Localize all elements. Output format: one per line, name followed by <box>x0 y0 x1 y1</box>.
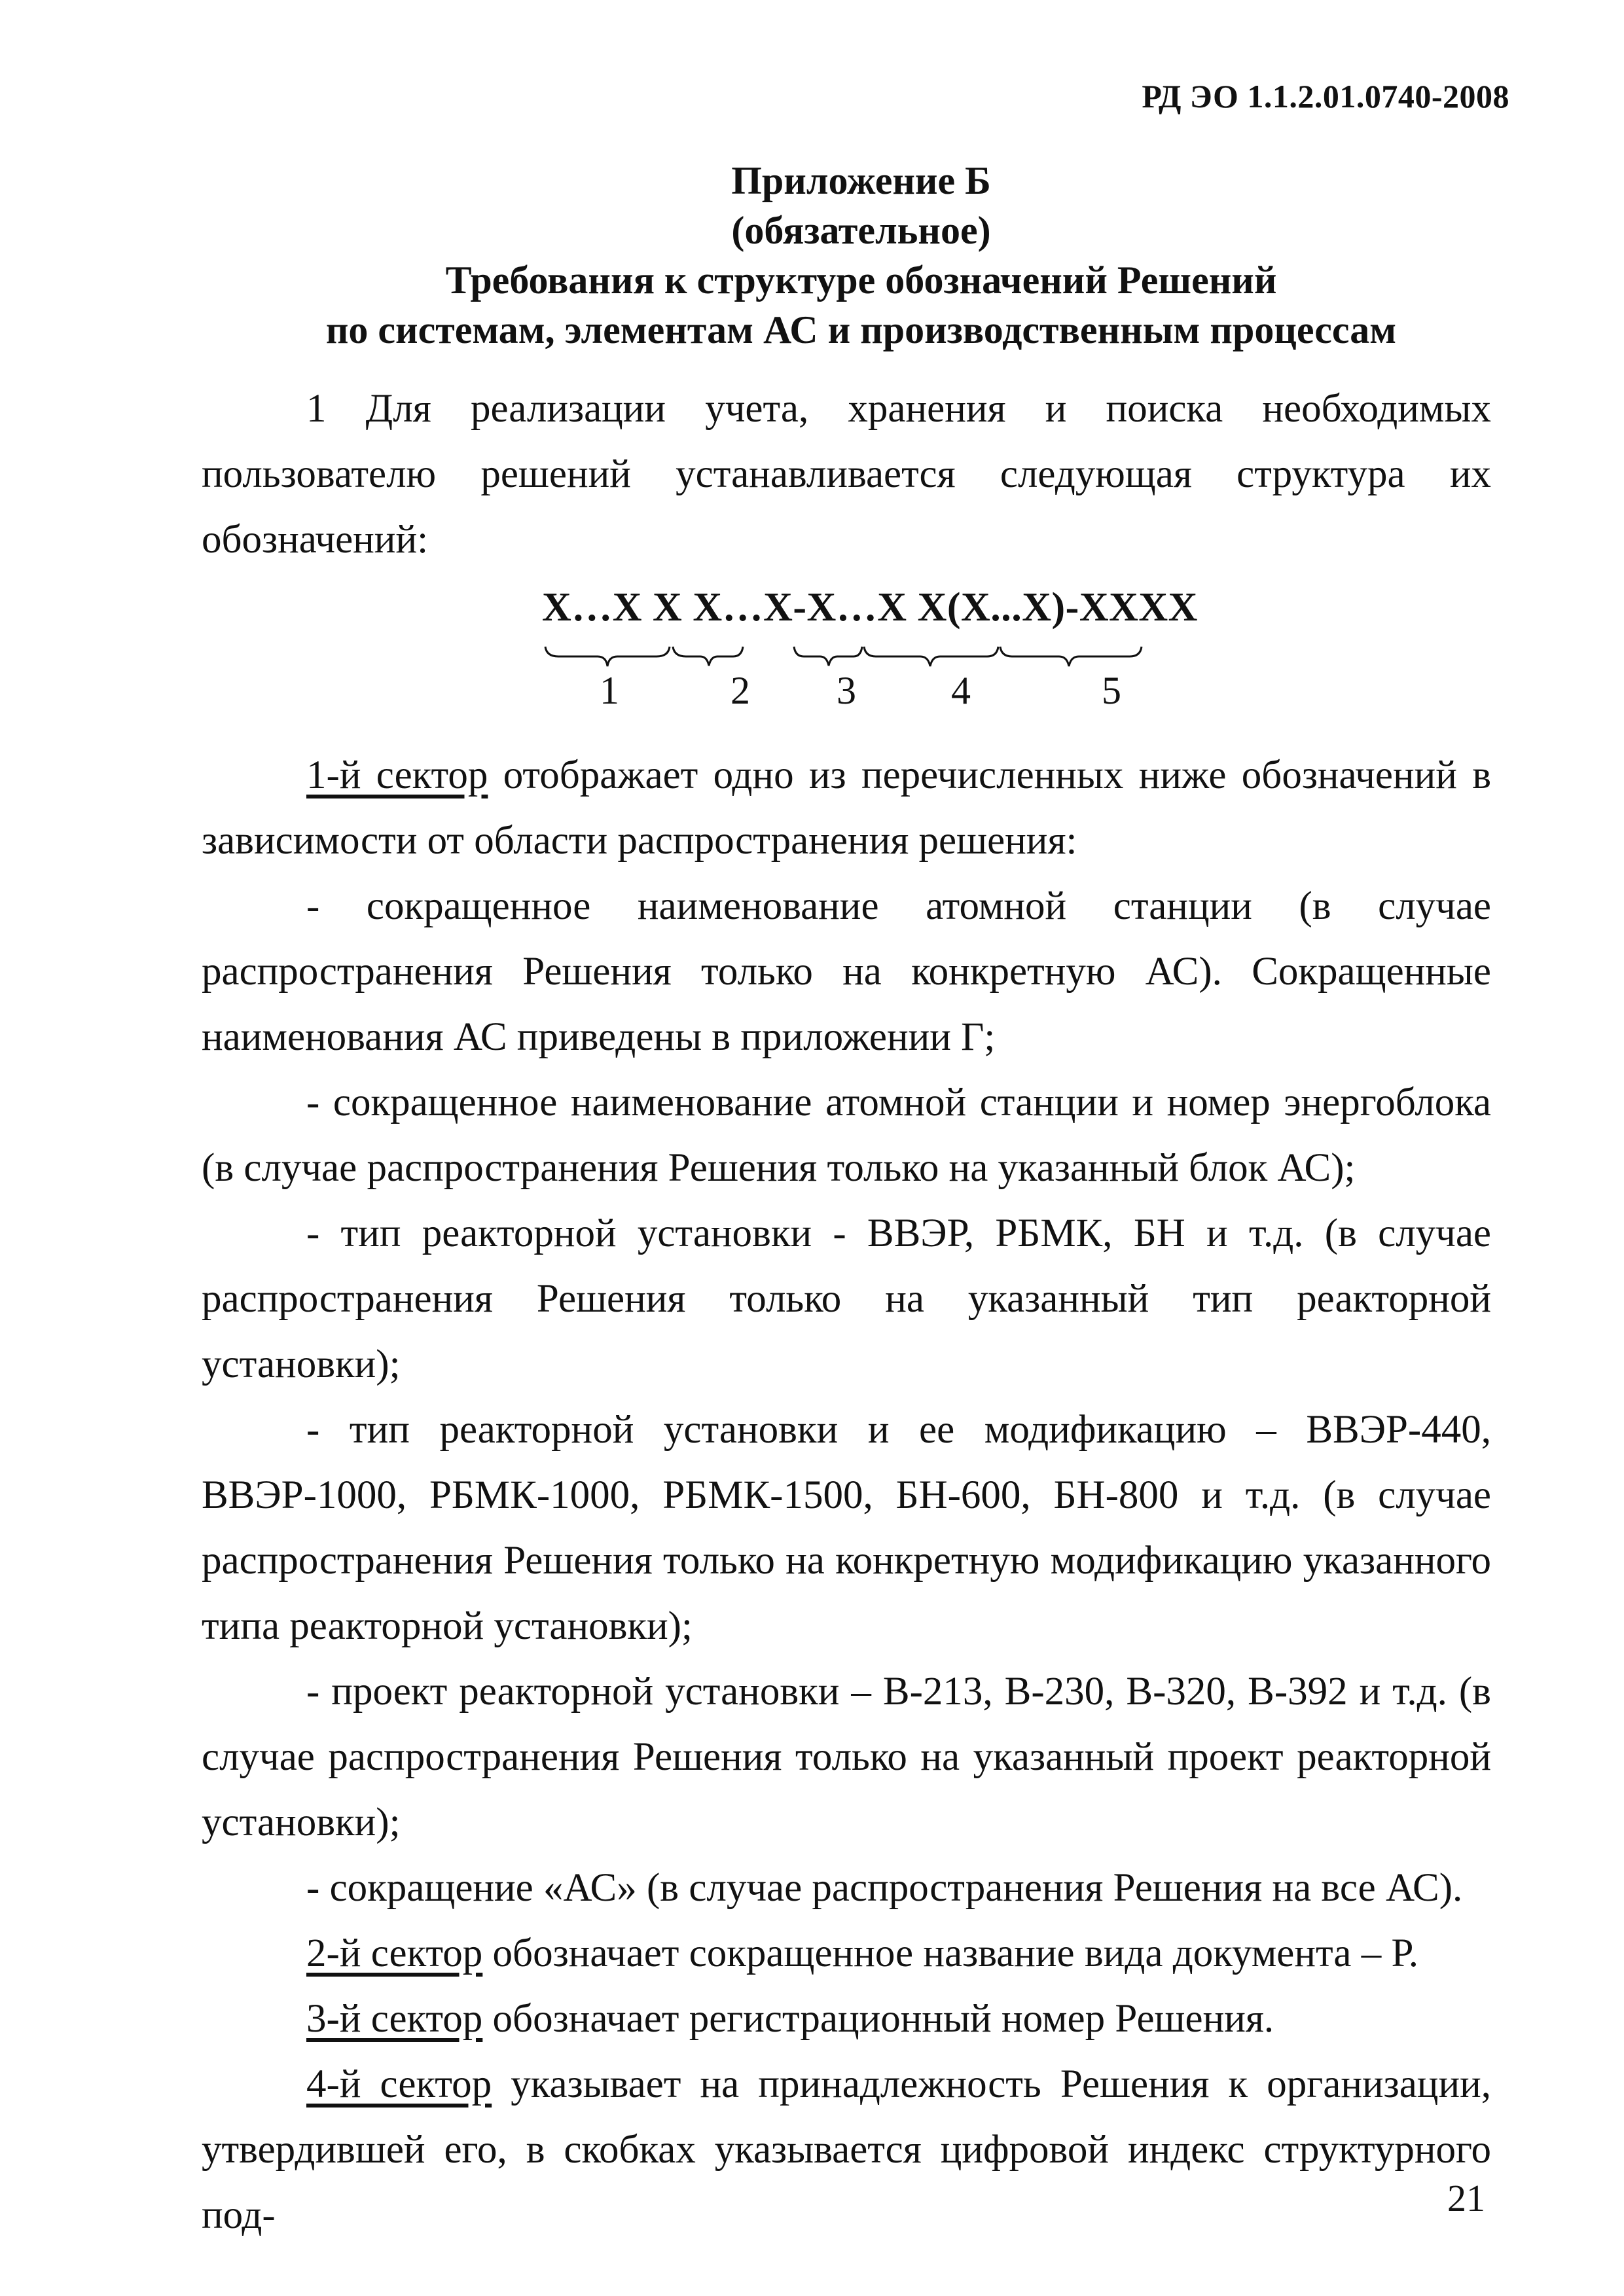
brace-1 <box>545 647 670 666</box>
brace-4 <box>864 647 998 666</box>
sector-1-label: 1-й сектор <box>306 753 488 797</box>
sector-3-paragraph <box>202 1986 1491 2052</box>
sector-2-text: обозначает сокращенное название вида документа – Р. <box>482 1931 1419 1975</box>
formula-label-2: 2 <box>731 669 750 712</box>
bullet-item: - сокращение «АС» (в случае распространения Решения на все АС). <box>306 1866 1463 1910</box>
appendix-status: (обязательное) <box>731 209 991 252</box>
sector-3-label: 3-й сектор <box>306 1997 483 2041</box>
sector-4-paragraph <box>202 2052 1491 2248</box>
intro-paragraph: 1 Для реализации учета, хранения и поиска необходимых пользователю решений устанавливается следующая структура их обозначений: <box>202 387 1491 562</box>
formula-label-3: 3 <box>837 669 856 712</box>
document-body <box>202 376 1491 2248</box>
page-number: 21 <box>1447 2177 1485 2219</box>
sector-2-paragraph <box>202 1921 1491 1986</box>
bullet-item: - тип реакторной установки - ВВЭР, РБМК, БН и т.д. (в случае распространения Решения только на указанный тип реакторной установки); <box>202 1211 1491 1386</box>
sector-3-text: обозначает регистрационный номер Решения. <box>482 1997 1274 2041</box>
sector-1-paragraph <box>202 743 1491 874</box>
formula-label-5: 5 <box>1102 669 1121 712</box>
bullet-item: - сокращенное наименование атомной станции (в случае распространения Решения только на конкретную АС). Сокращенные наименования АС приведены в приложении Г; <box>202 884 1491 1059</box>
bullet-item: - проект реакторной установки – В-213, В-230, В-320, В-392 и т.д. (в случае распространения Решения только на указанный проект реакторной установки); <box>202 1670 1491 1844</box>
brace-5 <box>1000 647 1142 666</box>
sector-1-text: отображает одно из перечисленных ниже обозначений в зависимости от области распространения решения: <box>202 753 1492 863</box>
formula-label-1: 1 <box>600 669 619 712</box>
appendix-title: Приложение Б <box>731 159 991 202</box>
appendix-subject-line2: по системам, элементам АС и производственным процессам <box>325 308 1397 351</box>
sector-2-label: 2-й сектор <box>306 1931 483 1975</box>
appendix-subject-line1: Требования к структуре обозначений Решений <box>445 259 1277 302</box>
brace-3 <box>794 647 862 666</box>
bullet-item: - тип реакторной установки и ее модификацию – ВВЭР-440, ВВЭР-1000, РБМК-1000, РБМК-1500, БН-600, БН-800 и т.д. (в случае распространения Решения только на конкретную модификацию указанного типа реакторной установки); <box>202 1408 1491 1648</box>
designation-structure-formula <box>202 584 1491 735</box>
appendix-heading <box>0 156 1624 355</box>
document-code: РД ЭО 1.1.2.01.0740-2008 <box>1142 78 1509 115</box>
bullet-item: - сокращенное наименование атомной станции и номер энергоблока (в случае распространения Решения только на указанный блок АС); <box>202 1081 1491 1190</box>
sector-4-label: 4-й сектор <box>306 2062 492 2106</box>
formula-text: X…X X X…X-X…X X(X...X)-XXXX <box>542 585 1198 630</box>
brace-2 <box>673 647 743 666</box>
formula-label-4: 4 <box>951 669 971 712</box>
sector-4-text: указывает на принадлежность Решения к организации, утвердившей его, в скобках указывается цифровой индекс структурного под- <box>202 2062 1491 2237</box>
